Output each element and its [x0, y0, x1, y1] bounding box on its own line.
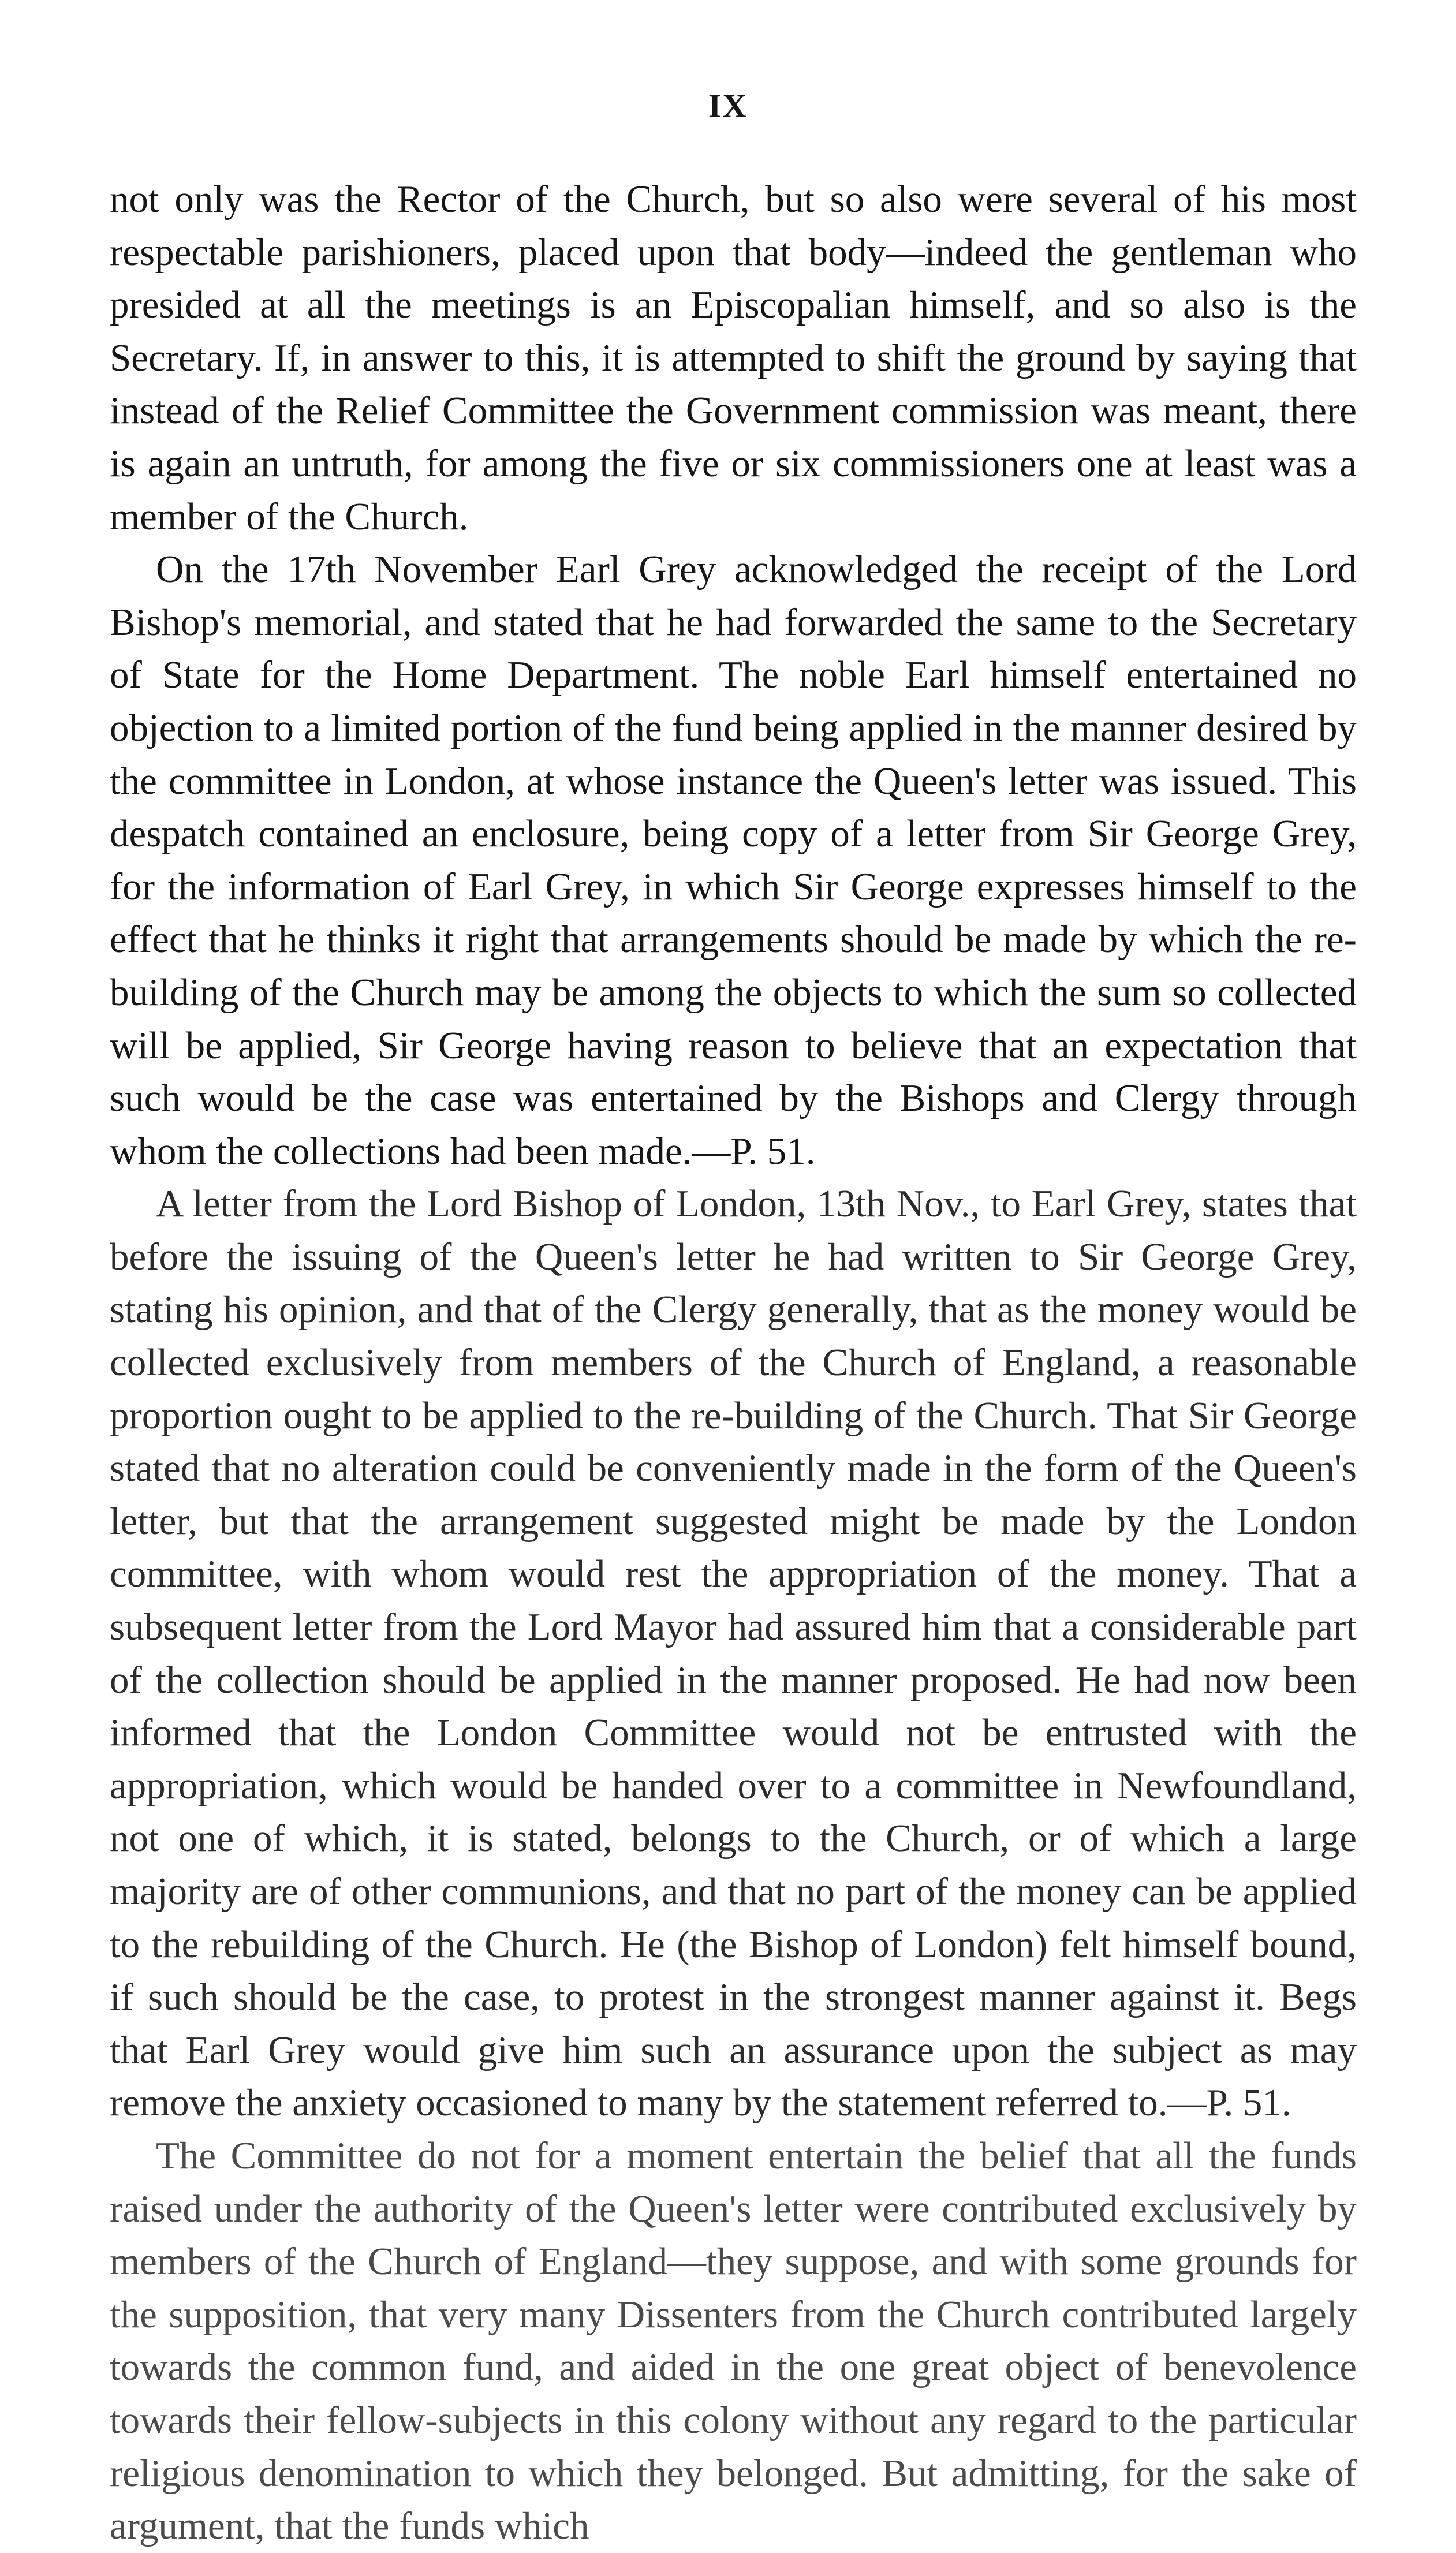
body-text	[110, 173, 1357, 2553]
paragraph-continuation: not only was the Rector of the Church, but so also were several of his most respectable parishioners, placed upon that body—indeed the gentleman who presided at all the meetings is an Episcopalian himself, and so also is the Secretary. If, in answer to this, it is attempted to shift the ground by saying that instead of the Relief Committee the Government commission was meant, there is again an untruth, for among the five or six commissioners one at least was a member of the Church.	[110, 178, 1357, 538]
paragraph-bishop-of-london-letter: A letter from the Lord Bishop of London, 13th Nov., to Earl Grey, states that before the issuing of the Queen's letter he had written to Sir George Grey, stating his opinion, and that of the Clergy generally, that as the money would be collected exclusively from members of the Church of England, a reasonable proportion ought to be applied to the re-building of the Church. That Sir George stated that no alteration could be conveniently made in the form of the Queen's letter, but that the arrangement suggested might be made by the London committee, with whom would rest the appropriation of the money. That a subsequent letter from the Lord Mayor had assured him that a considerable part of the collection should be applied in the manner proposed. He had now been informed that the London Committee would not be entrusted with the appropriation, which would be handed over to a committee in Newfoundland, not one of which, it is stated, belongs to the Church, or of which a large majority are of other communions, and that no part of the money can be applied to the rebuilding of the Church. He (the Bishop of London) felt himself bound, if such should be the case, to protest in the strongest manner against it. Begs that Earl Grey would give him such an assurance upon the subject as may remove the anxiety occasioned to many by the statement referred to.—P. 51.	[110, 1182, 1357, 2125]
paragraph-committee-belief: The Committee do not for a moment entertain the belief that all the funds raised under the authority of the Queen's letter were contributed exclusively by members of the Church of England—they suppose, and with some grounds for the supposition, that very many Dissenters from the Church contributed largely towards the common fund, and aided in the one great object of benevolence towards their fellow-subjects in this colony without any regard to the particular religious denomination to which they belonged. But admitting, for the sake of argument, that the funds which	[110, 2134, 1357, 2548]
paragraph-earl-grey-acknowledgement: On the 17th November Earl Grey acknowledged the receipt of the Lord Bishop's memorial, and stated that he had forwarded the same to the Secretary of State for the Home Department. The noble Earl himself entertained no objection to a limited portion of the fund being applied in the manner desired by the committee in London, at whose instance the Queen's letter was issued. This despatch contained an enclosure, being copy of a letter from Sir George Grey, for the information of Earl Grey, in which Sir George expresses himself to the effect that he thinks it right that arrangements should be made by which the re-building of the Church may be among the objects to which the sum so collected will be applied, Sir George having reason to believe that an expectation that such would be the case was entertained by the Bishops and Clergy through whom the collections had been made.—P. 51.	[110, 548, 1357, 1173]
page-number: IX	[708, 87, 748, 125]
